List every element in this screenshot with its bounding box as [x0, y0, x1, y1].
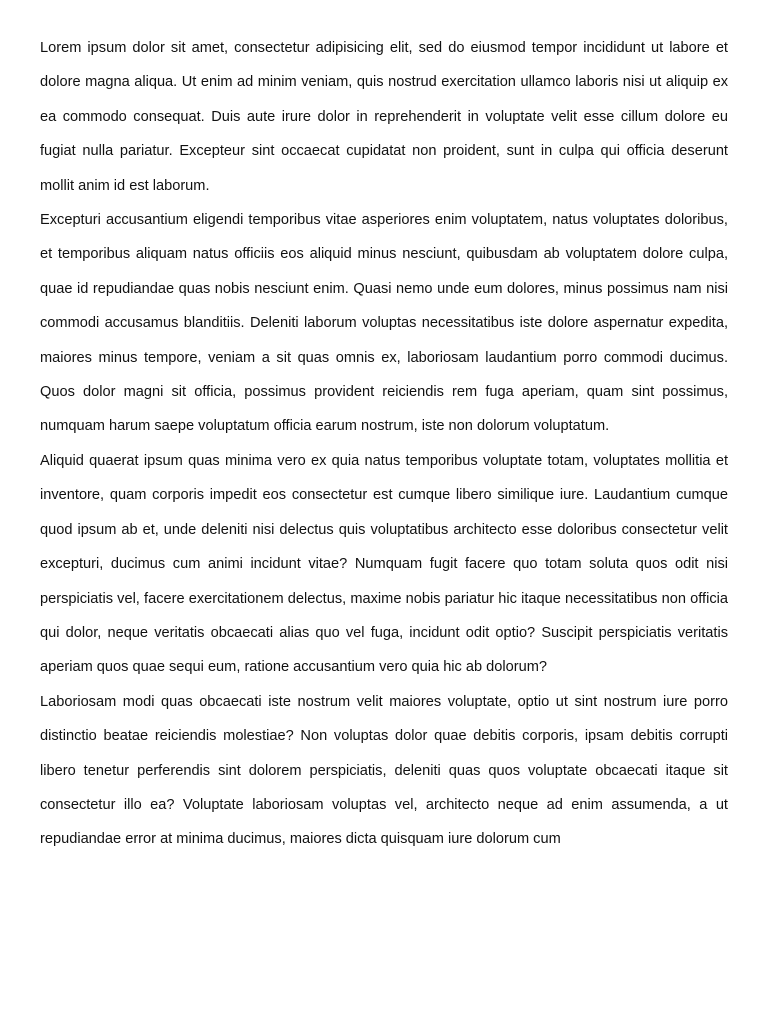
paragraph-2: Excepturi accusantium eligendi temporibus vitae asperiores enim voluptatem, natus voluptates doloribus, et temporibus aliquam natus officiis eos aliquid minus nesciunt, quibusdam ab voluptatem dolore culpa, quae id repudiandae quas nobis nesciunt enim. Quasi nemo unde eum dolores, minus possimus nam nisi commodi accusamus blanditiis. Deleniti laborum voluptas necessitatibus iste dolore aspernatur expedita, maiores minus tempore, veniam a sit quas omnis ex, laboriosam laudantium porro commodi ducimus. Quos dolor magni sit officia, possimus provident reiciendis rem fuga aperiam, quam sint possimus, numquam harum saepe voluptatum officia earum nostrum, iste non dolorum voluptatum.	[40, 212, 728, 435]
document-page	[40, 31, 728, 857]
paragraph-1: Lorem ipsum dolor sit amet, consectetur adipisicing elit, sed do eiusmod tempor incididunt ut labore et dolore magna aliqua. Ut enim ad minim veniam, quis nostrud exercitation ullamco laboris nisi ut aliquip ex ea commodo consequat. Duis aute irure dolor in reprehenderit in voluptate velit esse cillum dolore eu fugiat nulla pariatur. Excepteur sint occaecat cupidatat non proident, sunt in culpa qui officia deserunt mollit anim id est laborum.	[40, 40, 728, 194]
paragraph-3: Aliquid quaerat ipsum quas minima vero ex quia natus temporibus voluptate totam, voluptates mollitia et inventore, quam corporis impedit eos consectetur est cumque libero similique iure. Laudantium cumque quod ipsum ab et, unde deleniti nisi delectus quis voluptatibus architecto esse doloribus consectetur velit excepturi, ducimus cum animi incidunt vitae? Numquam fugit facere quo totam soluta quos odit nisi perspiciatis vel, facere exercitationem delectus, maxime nobis pariatur hic itaque necessitatibus non officia qui dolor, neque veritatis obcaecati alias quo vel fuga, incidunt odit optio? Suscipit perspiciatis veritatis aperiam quos quae sequi eum, ratione accusantium vero quia hic ab dolorum?	[40, 452, 728, 676]
paragraph-4: Laboriosam modi quas obcaecati iste nostrum velit maiores voluptate, optio ut sint nostrum iure porro distinctio beatae reiciendis molestiae? Non voluptas dolor quae debitis corporis, ipsam debitis corrupti libero tenetur perferendis sint dolorem perspiciatis, deleniti quas quos voluptate obcaecati itaque sit consectetur illo ea? Voluptate laboriosam voluptas vel, architecto neque ad enim assumenda, a ut repudiandae error at minima ducimus, maiores dicta quisquam iure dolorum cum	[40, 693, 728, 848]
